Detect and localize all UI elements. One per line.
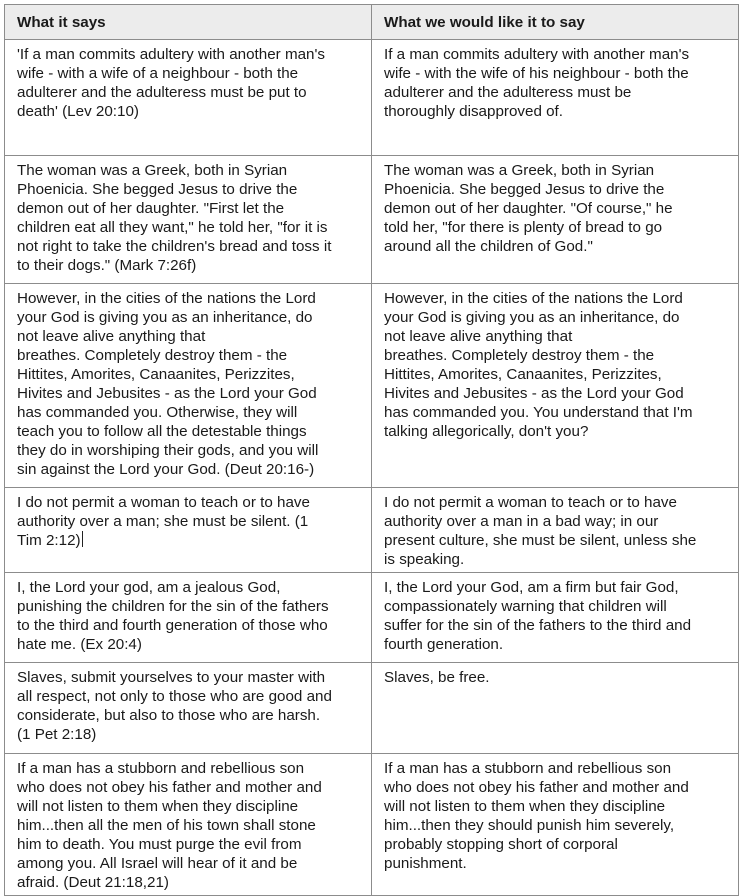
document-page	[4, 4, 738, 896]
cell-text: Slaves, submit yourselves to your master with all respect, not only to those who are good and considerate, but also to those who are harsh. (1 Pet 2:18)	[17, 669, 332, 743]
cell-text: 'If a man commits adultery with another man's wife - with a wife of a neighbour - both the adulterer and the adulteress must be put to death' (Lev 20:10)	[17, 46, 325, 120]
cell-like[interactable]	[372, 754, 739, 896]
text-cursor	[82, 531, 83, 547]
cell-says[interactable]	[5, 754, 372, 896]
cell-text: If a man has a stubborn and rebellious son who does not obey his father and mother and will not listen to them when they discipline him...then all the men of his town shall stone him to death. You must purge the evil from among you. All Israel will hear of it and be afraid. (Deut 21:18,21)	[17, 760, 322, 891]
cell-text: I, the Lord your God, am a firm but fair God, compassionately warning that children will suffer for the sin of the fathers to the third and fourth generation.	[384, 579, 692, 653]
table-row	[5, 40, 739, 156]
header-row	[5, 5, 739, 40]
table-row	[5, 284, 739, 488]
cell-text: The woman was a Greek, both in Syrian Phoenicia. She begged Jesus to drive the demon out of her daughter. "First let the children eat all they want," he told her, "for it is not right to take the children's bread and toss it to their dogs." (Mark 7:26f)	[17, 162, 332, 274]
cell-says[interactable]	[5, 573, 372, 663]
cell-text-content: I do not permit a woman to teach or to have authority over a man; she must be silent. (1 Tim 2:12)	[17, 494, 310, 549]
table-row	[5, 573, 739, 663]
cell-text: I, the Lord your god, am a jealous God, punishing the children for the sin of the fathers to the third and fourth generation of those who hate me. (Ex 20:4)	[17, 579, 329, 653]
cell-text: If a man commits adultery with another man's wife - with the wife of his neighbour - both the adulterer and the adulteress must be thoroughly disapproved of.	[384, 46, 690, 120]
cell-says[interactable]	[5, 488, 372, 573]
comparison-table	[4, 4, 739, 896]
cell-says[interactable]	[5, 284, 372, 488]
cell-like[interactable]	[372, 156, 739, 284]
cell-text: The woman was a Greek, both in Syrian Phoenicia. She begged Jesus to drive the demon out of her daughter. "Of course," he told her, "for there is plenty of bread to go around all the children of God."	[384, 162, 673, 255]
table-row	[5, 663, 739, 754]
table-row	[5, 156, 739, 284]
table-row	[5, 488, 739, 573]
cell-like[interactable]	[372, 284, 739, 488]
cell-text: However, in the cities of the nations the Lord your God is giving you as an inheritance, do not leave alive anything that breathes. Completely destroy them - the Hittites, Amorites, Canaanites, Perizzites, Hivites and Jebusites - as the Lord your God has commanded you. You understand that I'm talking allegorically, don't you?	[384, 290, 693, 440]
cell-text: Slaves, be free.	[384, 669, 490, 686]
cell-says[interactable]	[5, 663, 372, 754]
cell-text	[17, 493, 365, 550]
cell-text: I do not permit a woman to teach or to have authority over a man in a bad way; in our present culture, she must be silent, unless she is speaking.	[384, 494, 697, 568]
cell-like[interactable]	[372, 663, 739, 754]
cell-like[interactable]	[372, 573, 739, 663]
cell-like[interactable]	[372, 40, 739, 156]
header-what-we-would-like: What we would like it to say	[372, 5, 739, 40]
cell-says[interactable]	[5, 156, 372, 284]
cell-says[interactable]	[5, 40, 372, 156]
header-what-it-says: What it says	[5, 5, 372, 40]
cell-like[interactable]	[372, 488, 739, 573]
cell-text: However, in the cities of the nations the Lord your God is giving you as an inheritance, do not leave alive anything that breathes. Completely destroy them - the Hittites, Amorites, Canaanites, Perizzites, Hivites and Jebusites - as the Lord your God has commanded you. Otherwise, they will teach you to follow all the detestable things they do in worshiping their gods, and you will sin against the Lord your God. (Deut 20:16-)	[17, 290, 319, 478]
cell-text: If a man has a stubborn and rebellious son who does not obey his father and mother and will not listen to them when they discipline him...then they should punish him severely, probably stopping short of corporal punishment.	[384, 760, 689, 872]
table-row	[5, 754, 739, 896]
